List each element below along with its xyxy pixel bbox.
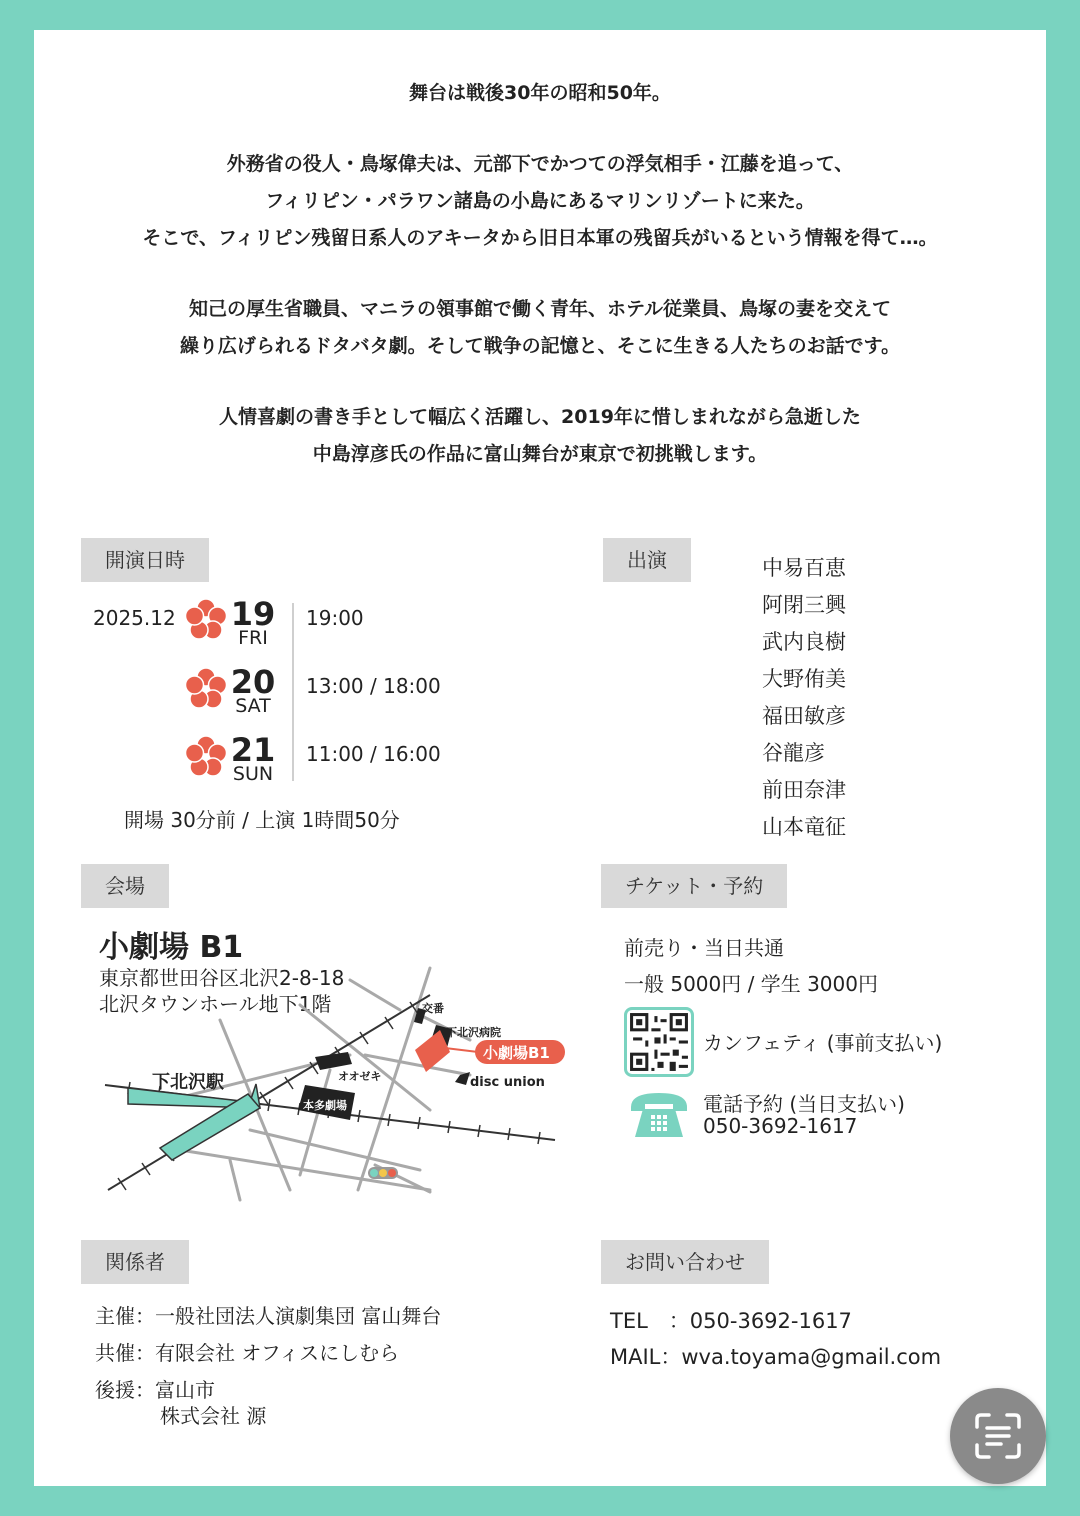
cast-member: 山本竜征 xyxy=(762,815,846,839)
venue-address: 北沢タウンホール地下1階 xyxy=(99,992,332,1016)
telephone-icon xyxy=(627,1089,691,1139)
host: 主催：一般社団法人演劇集団 富山舞台 xyxy=(95,1304,442,1328)
cast-member: 武内良樹 xyxy=(762,630,846,654)
support: 株式会社 源 xyxy=(160,1404,267,1428)
schedule-divider xyxy=(292,603,294,781)
map-station-label: 下北沢駅 xyxy=(152,1072,224,1093)
venue-address: 東京都世田谷区北沢2-8-18 xyxy=(99,966,345,990)
intro-text xyxy=(34,75,1046,473)
map-honda: 本多劇場 xyxy=(303,1099,347,1112)
cast-member: 大野侑美 xyxy=(762,667,846,691)
show-times: 19:00 xyxy=(306,606,364,630)
map-oozeki: オオゼキ xyxy=(338,1070,382,1083)
venue-map xyxy=(100,960,580,1210)
intro-line: フィリピン・パラワン諸島の小島にあるマリンリゾートに来た。 xyxy=(265,190,815,212)
intro-line: 人情喜劇の書き手として幅広く活躍し、2019年に惜しまれながら急逝した xyxy=(219,406,861,428)
cohost: 共催：有限会社 オフィスにしむら xyxy=(95,1341,400,1365)
intro-line: 知己の厚生省職員、マニラの領事館で働く青年、ホテル従業員、鳥塚の妻を交えて xyxy=(188,298,892,320)
scan-text-icon xyxy=(973,1411,1023,1461)
show-times: 11:00 / 16:00 xyxy=(306,742,441,766)
date-weekday: SUN xyxy=(232,763,274,785)
map-police-box: 交番 xyxy=(422,1002,444,1015)
schedule-label: 開演日時 xyxy=(81,538,209,582)
date-day: 21 xyxy=(230,731,276,769)
intro-line: 舞台は戦後30年の昭和50年。 xyxy=(409,82,671,104)
ticket-label: チケット・予約 xyxy=(601,864,787,908)
intro-line: 外務省の役人・鳥塚偉夫は、元部下でかつての浮気相手・江藤を追って、 xyxy=(226,153,854,175)
flower-icon xyxy=(184,598,228,642)
qr-label: カンフェティ (事前支払い) xyxy=(703,1031,943,1055)
contact-label: お問い合わせ xyxy=(601,1240,769,1284)
contact-tel[interactable]: TEL ：050-3692-1617 xyxy=(610,1309,852,1333)
date-day: 20 xyxy=(230,663,276,701)
date-day: 19 xyxy=(230,595,276,633)
ticket-prices: 一般 5000円 / 学生 3000円 xyxy=(624,972,878,996)
schedule-year-month: 2025.12 xyxy=(93,606,176,630)
support: 後援：富山市 xyxy=(95,1378,215,1402)
cast-member: 福田敏彦 xyxy=(762,704,846,728)
scan-text-button[interactable] xyxy=(950,1388,1046,1484)
venue-label: 会場 xyxy=(81,864,169,908)
map-venue-tag: 小劇場B1 xyxy=(483,1044,550,1062)
map-disc-union: disc union xyxy=(470,1075,545,1090)
intro-line: そこで、フィリピン残留日系人のアキータから旧日本軍の残留兵がいるという情報を得て…。 xyxy=(142,227,938,249)
venue-name: 小劇場 B1 xyxy=(99,930,244,965)
flower-icon xyxy=(184,667,228,711)
ticket-info: 前売り・当日共通 xyxy=(624,936,784,960)
cast-member: 阿閉三興 xyxy=(762,593,846,617)
cast-list xyxy=(762,550,846,846)
contact-mail[interactable]: MAIL：wva.toyama@gmail.com xyxy=(610,1345,942,1369)
cast-label: 出演 xyxy=(603,538,691,582)
schedule-note: 開場 30分前 / 上演 1時間50分 xyxy=(124,808,400,832)
qr-code-icon[interactable] xyxy=(624,1007,694,1077)
flower-icon xyxy=(184,735,228,779)
cast-member: 谷龍彦 xyxy=(762,741,825,765)
intro-line: 繰り広げられるドタバタ劇。そして戦争の記憶と、そこに生きる人たちのお話です。 xyxy=(179,335,901,357)
date-weekday: FRI xyxy=(238,627,268,649)
intro-line: 中島淳彦氏の作品に富山舞台が東京で初挑戦します。 xyxy=(312,443,768,465)
phone-reservation-label: 電話予約 (当日支払い) xyxy=(703,1092,905,1116)
show-times: 13:00 / 18:00 xyxy=(306,674,441,698)
people-label: 関係者 xyxy=(81,1240,189,1284)
date-weekday: SAT xyxy=(235,695,271,717)
cast-member: 中易百恵 xyxy=(762,556,846,580)
map-hospital: 下北沢病院 xyxy=(446,1026,501,1039)
phone-number[interactable]: 050-3692-1617 xyxy=(703,1114,858,1138)
cast-member: 前田奈津 xyxy=(762,778,846,802)
